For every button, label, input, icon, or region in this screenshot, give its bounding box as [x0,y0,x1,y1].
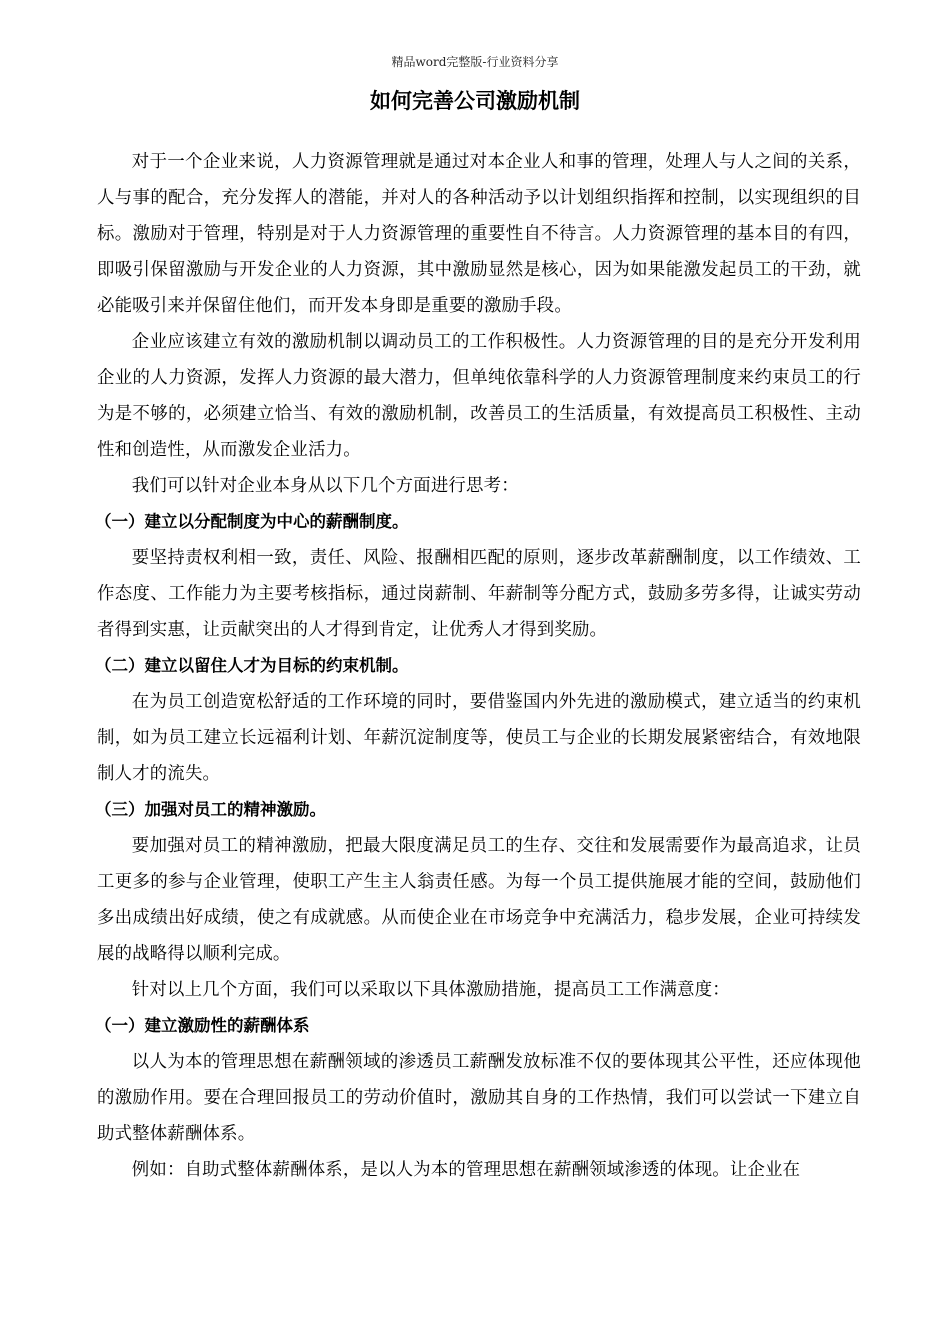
section-heading: （一）建立激励性的薪酬体系 [95,1016,310,1035]
section-heading: （二）建立以留住人才为目标的约束机制。 [95,656,409,675]
paragraph: 对于一个企业来说，人力资源管理就是通过对本企业人和事的管理，处理人与人之间的关系，人与事的配合，充分发挥人的潜能，并对人的各种活动予以计划组织指挥和控制，以实现组织的目标。激励对于管理，特别是对于人力资源管理的重要性自不待言。人力资源管理的基本目的有四，即吸引保留激励与开发企业的人力资源，其中激励显然是核心，因为如果能激发起员工的干劲，就必能吸引来并保留住他们，而开发本身即是重要的激励手段。 [97,152,861,316]
paragraph: 在为员工创造宽松舒适的工作环境的同时，要借鉴国内外先进的激励模式，建立适当的约束机制，如为员工建立长远福利计划、年薪沉淀制度等，使员工与企业的长期发展紧密结合，有效地限制人才的流失。 [97,692,861,784]
paragraph: 我们可以针对企业本身从以下几个方面进行思考： [131,476,519,496]
paragraph: 要加强对员工的精神激励，把最大限度满足员工的生存、交往和发展需要作为最高追求，让员工更多的参与企业管理，使职工产生主人翁责任感。为每一个员工提供施展才能的空间，鼓励他们多出成绩出好成绩，使之有成就感。从而使企业在市场竞争中充满活力，稳步发展，企业可持续发展的战略得以顺利完成。 [97,836,861,964]
paragraph: 以人为本的管理思想在薪酬领域的渗透员工薪酬发放标准不仅的要体现其公平性，还应体现他的激励作用。要在合理回报员工的劳动价值时，激励其自身的工作热情，我们可以尝试一下建立自助式整体薪酬体系。 [97,1052,861,1144]
paragraph: 例如：自助式整体薪酬体系，是以人为本的管理思想在薪酬领域渗透的体现。让企业在 [131,1160,801,1180]
section-heading: （一）建立以分配制度为中心的薪酬制度。 [95,512,409,531]
paragraph: 要坚持责权利相一致，责任、风险、报酬相匹配的原则，逐步改革薪酬制度，以工作绩效、工作态度、工作能力为主要考核指标，通过岗薪制、年薪制等分配方式，鼓励多劳多得，让诚实劳动者得到实惠，让贡献突出的人才得到肯定，让优秀人才得到奖励。 [97,548,861,640]
page-header: 精品word完整版-行业资料分享 [391,55,559,69]
paragraph: 企业应该建立有效的激励机制以调动员工的工作积极性。人力资源管理的目的是充分开发利用企业的人力资源，发挥人力资源的最大潜力，但单纯依靠科学的人力资源管理制度来约束员工的行为是不够的，必须建立恰当、有效的激励机制，改善员工的生活质量，有效提高员工积极性、主动性和创造性，从而激发企业活力。 [97,332,861,460]
document-body [97,144,861,1188]
paragraph: 针对以上几个方面，我们可以采取以下具体激励措施，提高员工工作满意度： [131,980,730,1000]
document-title: 如何完善公司激励机制 [370,89,580,113]
section-heading: （三）加强对员工的精神激励。 [95,800,326,819]
